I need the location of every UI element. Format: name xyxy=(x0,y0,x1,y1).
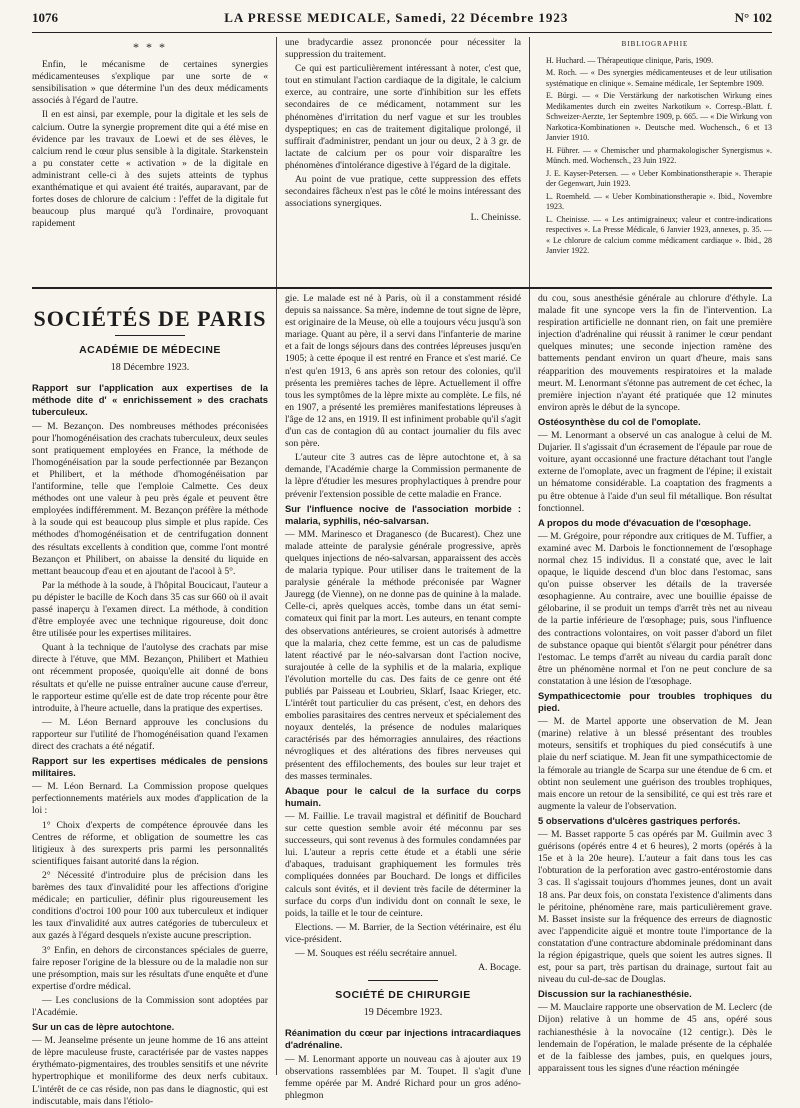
paragraph: — Les conclusions de la Commission sont adoptées par l'Académie. xyxy=(32,994,268,1018)
list-item: 3° Enfin, en dehors de circonstances spéciales de guerre, faire reposer l'origine de la blessure ou de la maladie non sur une présomption, mais sur les résultats d'une enquête et d'une expertise d'ordre médical. xyxy=(32,944,268,992)
bottom-section xyxy=(32,289,773,1107)
list-item: 1° Choix d'experts de compétence éprouvée dans les Centres de réforme, et obligation de soumettre les cas litigieux à des surexperts pris parmi les personnalités scientifiques faisant autorité dans la région. xyxy=(32,819,268,867)
divider xyxy=(115,335,185,336)
paragraph: — M. Lenormant apporte un nouveau cas à ajouter aux 19 observations rassemblées par M. Toupet. Il s'agit d'une femme opérée par M. André Richard pour un gros adéno-phlegmon xyxy=(285,1053,521,1101)
author-signature: A. Bocage. xyxy=(478,962,521,974)
list-item: 2° Nécessité d'introduire plus de précision dans les barèmes des taux d'invalidité pour les affections d'origine médicale; en particulier, définir plus rigoureusement les conditions d'octroi 100 pour 100 aux tuberculeux et indiquer les taux d'invalidité aux autres catégories de tuberculeux et aux gazés à l'égard desquels n'existe aucune prescription. xyxy=(32,869,268,942)
paragraph: Quant à la technique de l'autolyse des crachats par mise directe à l'étuve, que MM. Bezançon, Philibert et Mathieu ont récemment proposée, quoiqu'elle ait donné de bons résultats et qu'elle ne puisse entraîner aucune cause d'erreur, le rapporteur estime qu'elle est de date trop récente pour être introduite, à l'heure actuelle, dans la pratique des expertises. xyxy=(32,642,268,714)
paragraph: — MM. Marinesco et Draganesco (de Bucarest). Chez une malade atteinte de paralysie générale progressive, après quelques injections de néo-salvarsan, apparaissent des accès de malaria typique. Pour utiliser dans le traitement de la paralysie générale la méthode préconisée par Wagner Jauregg (de Vienne), on ne donne pas de quinine à la malade. Celle-ci, après quelques accès, tombe dans un état semi-comateux qui finit par la mort. Les auteurs, en tenant compte des observations antérieures, se croient autorisés à admettre que la malaria, chez cette femme, est un cas de paludisme latent réactivé par le néo-salvarsan dont l'action nocive, surajoutée à celle de la syphilis et de la malaria, explique l'évolution mortelle du cas. Des faits de ce genre ont été publiés par Paisseau et Loubrieu, Sklarf, Isaac Krieger, etc. L'intérêt tout particulier du cas présent, c'est, en dehors des embolies parasitaires des centres nerveux et spécialement des noyaux dentelés, la présence de nodules malariques caractérisés par des hémorragies annulaires, des réactions névrogliques et des altérations des fibres nerveuses qui présentent des effilochements, des boules sur leur trajet et des masses terminales. xyxy=(285,528,521,782)
paragraph: — M. Grégoire, pour répondre aux critiques de M. Tuffier, a examiné avec M. Darbois le fonctionnement de l'œsophage normal chez 15 individus. Il a constaté que, avec le lait opaque, le liquide descend d'un bloc dans l'estomac, sans qu'on puisse observer les détails de la traversée œsophagienne. Au contraire, avec une bouillie épaisse de gélobarine, il se produit un temps d'arrêt très net au niveau de la partie inférieure de l'œsophage; puis, sous l'influence des contractions volontaires, on voit passer d'abord un filet de substance opaque qui bientôt s'élargit pour pénétrer dans l'estomac. Le temps d'arrêt au niveau du cardia paraît donc être un phénomène normal et l'on ne peut conclure de sa constatation à une lésion de l'œsophage. xyxy=(538,530,773,687)
paragraph: — M. de Martel apporte une observation de M. Jean (marine) relative à un blessé présentant des troubles moteurs, sensitifs et trophiques du pied consécutifs à une plaie du nerf sciatique. M. Jean fit une sympathicectomie de la fémorale au triangle de Scarpa sur une étendue de 6 cm. et obtint non seulement une guérison des troubles trophiques, mais encore un retour de la sensibilité, ce qui est très rare et augmente la valeur de l'observation. xyxy=(538,716,773,812)
author-signature: L. Cheinisse. xyxy=(470,212,521,224)
newspaper-page xyxy=(32,10,773,1107)
paragraph: Au point de vue pratique, cette suppression des effets secondaires fâcheux n'est pas le côté le moins intéressant des associations synergiques. xyxy=(285,174,521,210)
top-column-2 xyxy=(277,37,530,287)
report-heading: Ostéosynthèse du col de l'omoplate. xyxy=(538,415,701,427)
report-heading: Réanimation du cœur par injections intracardiaques d'adrénaline. xyxy=(285,1027,521,1051)
paragraph: du cou, sous anesthésie générale au chlorure d'éthyle. La malade fit une syncope vers la fin de l'intervention. La respiration artificielle ne donnant rien, on fait une première injection d'adrénaline qui réussit à ranimer le cœur pendant quelques minutes; une seconde injection ramène des battements pendant environ un quart d'heure, mais sans réapparition des mouvements respiratoires et la malade meurt. M. Lenormant s'étonne pas autrement de cet échec, la première injection n'ayant été pratiquée que 12 minutes environ après le début de la syncope. xyxy=(538,293,773,413)
report-heading: Sympathicectomie pour troubles trophiques du pied. xyxy=(538,690,773,714)
asterism: * * * xyxy=(133,40,167,54)
paragraph: — M. Souques est réélu secrétaire annuel. xyxy=(295,947,457,959)
paragraph: — M. Jeanselme présente un jeune homme de 16 ans atteint de lèpre maculeuse fruste, caractérisée par de vastes nappes érythémato-pigmentaires, des troubles sensitifs et une névrite hypertrophique et moniliforme des deux nerfs cubitaux. L'intérêt de ce cas réside, non pas dans le diagnostic, qui est indiscutable, mais dans l'étiolo- xyxy=(32,1035,268,1107)
reference: E. Bürgi. — « Die Verstärkung der narkotischen Wirkung eines Medikamentes durch ein zweites Narkotikum ». Corresp.-Blatt. f. Schweizer-Aerzte, 1er Septembre 1909, p. 665. — « Die Wirkung von Narkotica-Kombinationen ». Deutsche med. Wochensch., 6 et 13 Janvier 1910. xyxy=(546,91,773,142)
paragraph: — M. Faillie. Le travail magistral et définitif de Bouchard sur cette question semble avoir été méconnu par ses successeurs, qui sont revenus à des formules condamnées par lui. L'auteur a repris cette étude et a établi une série d'abaques, traduisant graphiquement les formules très compliquées données par Bouchard. De longs et difficiles calculs sont évités, et il devient très facile de déterminer la surface du corps d'un individu dont on connaît le sexe, le poids, la taille et le tour de ceinture. xyxy=(285,810,521,919)
paragraph: — M. Lenormant a observé un cas analogue à celui de M. Dujarier. Il s'agissait d'un écrasement de l'épaule par roue de voiture, ayant occasionné une fracture détachant tout l'angle externe de l'omoplate, avec un fragment de l'épine; il existait un hématome considérable. La coaptation des fragments a pu être obtenue à l'aide d'un seul fil métallique. Bon résultat fonctionnel. xyxy=(538,430,773,514)
bibliography xyxy=(530,37,772,287)
paragraph: une bradycardie assez prononcée pour nécessiter la suppression du traitement. xyxy=(285,37,521,61)
issue-number: N° 102 xyxy=(734,10,772,25)
bottom-column-2 xyxy=(277,289,530,1101)
paragraph: Il en est ainsi, par exemple, pour la digitale et les sels de calcium. Outre la synergie proprement dite qui a été mise en évidence par les travaux de Loewi et de ses élèves, le calcium rend le cœur plus sensible à la digitale. Starkenstein a pu constater cette « activation » de la digitale en administrant celle-ci à des sujets atteints de typhus exanthématique et qui avaient été traités, auparavant, par de fortes doses de chlorure de calcium : l'effet de la digitale fut beaucoup plus marqué qu'à l'ordinaire, provoquant rapidement xyxy=(32,109,268,230)
page-number: 1076 xyxy=(32,10,58,25)
report-heading: Rapport sur l'application aux expertises de la méthode dite d' « enrichissement » des crachats tuberculeux. xyxy=(32,382,268,418)
paragraph: Enfin, le mécanisme de certaines synergies médicamenteuses s'explique par une sorte de « sensibilisation » que détermine l'un des deux médicaments associés à l'égard de l'autre. xyxy=(32,59,268,107)
paragraph: gie. Le malade est né à Paris, où il a constamment résidé depuis sa naissance. Sa mère, indemne de tout signe de lèpre, est originaire de la Meuse, où elle a toujours vécu jusqu'à son mariage. Quant au père, il a servi dans l'infanterie de marine et a fait de longs séjours dans des contrées lépreuses jusqu'en 1905; à cette époque il est rentré en France et s'est marié. Ce n'est qu'en 1913, 6 ans après son retour des colonies, qu'il présenta les premières taches de lèpre. Actuellement il offre tous les symptômes de la lèpre mixte au complète. Le fils, né en 1907, a présenté les premières manifestations lépreuses à l'âge de 12 ans, en 1919. Il est infiniment probable qu'il s'agit d'un cas de contagion dû au contact journalier du fils avec son père. xyxy=(285,293,521,450)
society-heading: SOCIÉTÉ DE CHIRURGIE xyxy=(335,989,471,1002)
meeting-date: 18 Décembre 1923. xyxy=(110,362,190,374)
top-section xyxy=(32,37,772,289)
paragraph: Ce qui est particulièrement intéressant à noter, c'est que, tout en stimulant l'action cardiaque de la digitale, le calcium exerce, au contraire, une sorte d'inhibition sur les effets secondaires de ce médicament, notamment sur les phénomènes d'irritation du nerf vague et sur les troubles dyspeptiques; en cas de traitement digitalique prolongé, il suffirait d'administrer, pendant un jour ou deux, 2 à 3 gr. de lactate de calcium per os pour voir disparaître les phénomènes d'intolérance digestive à l'égard de la digitale. xyxy=(285,63,521,171)
report-heading: Sur un cas de lèpre autochtone. xyxy=(32,1021,175,1033)
report-heading: A propos du mode d'évacuation de l'œsophage. xyxy=(538,516,751,528)
reference: L. Cheinisse. — « Les antimigraineux; valeur et contre-indications respectives ». La Presse Médicale, 6 Janvier 1923, annexes, p. 35. — « Le chlorure de calcium comme médicament cardiaque ». Ibid., 28 Janvier 1922. xyxy=(546,214,773,255)
paragraph: — M. Mauclaire rapporte une observation de M. Leclerc (de Dijon) relative à un homme de 45 ans, opéré sous rachianesthésie à la novocaïne (12 centigr.). Dès le lendemain de l'opération, le malade présente de la céphalée et de la faiblesse des jambes, puis, en quelques jours, apparaissent tous les signes d'une réaction méningée xyxy=(538,1002,773,1074)
report-heading: Discussion sur la rachianesthésie. xyxy=(538,988,692,1000)
paragraph: Par la méthode à la soude, à l'hôpital Boucicaut, l'auteur a pu dépister le bacille de Koch dans 35 cas sur 660 où il avait passé inaperçu à l'examen direct. La méthode, à condition d'être employée avec une technique rigoureuse, doit donc être utilisée pour les expertises militaires. xyxy=(32,579,268,640)
divider xyxy=(368,980,438,981)
paragraph: — M. Léon Bernard approuve les conclusions du rapporteur sur l'utilité de l'homogénéisation quand l'examen direct des crachats a été négatif. xyxy=(32,716,268,752)
reference: L. Roemheld. — « Ueber Kombinationstherapie ». Ibid., Novembre 1923. xyxy=(546,191,773,211)
section-banner: SOCIÉTÉS DE PARIS xyxy=(33,306,267,331)
reference: J. E. Kayser-Petersen. — « Ueber Kombinationstherapie ». Therapie der Gegenwart, Juin 1923. xyxy=(546,168,773,188)
paragraph: — M. Bezançon. Des nombreuses méthodes préconisées pour l'homogénéisation des crachats tuberculeux, deux seules sont pratiquement employées en France, la méthode de l'homogénéisation par la soude perfectionnée par Bezançon et Philibert, et la méthode d'homogénéisation par l'antiformine, telle que l'emploie Calmette. Ces deux méthodes ont une valeur à peu près égale et peuvent être employées indifféremment. M. Bezançon préfère la méthode à la soude qui est beaucoup plus simple et plus rapide. Ces méthodes d'homogénéisation et de centrifugation donnent des résultats excellents à condition que, comme l'ont montré Bezançon et Philibert, on abaisse la densité du liquide en mettant beaucoup d'eau et en ajoutant de l'acool à 5°. xyxy=(32,420,268,577)
bottom-column-3 xyxy=(530,289,772,1075)
paragraph: Elections. — M. Barrier, de la Section vétérinaire, est élu vice-président. xyxy=(285,921,521,945)
report-heading: Rapport sur les expertises médicales de pensions militaires. xyxy=(32,755,268,779)
paragraph: — M. Basset rapporte 5 cas opérés par M. Guilmin avec 3 guérisons (opérés entre 4 et 6 heures), 2 morts (opérés à la 15e et à la 20e heure). L'auteur a fait dans tous les cas l'obturation de la perforation avec gastro-entérostomie dans 3 cas. Il s'agissait toujours d'hommes jeunes, dont un avait 18 ans. Par deux fois, on constata l'existence d'aliments dans le péritoine, phénomène rare, mais particulièrement grave. M. Basset insiste sur la fréquence des erreurs de diagnostic avec l'appendicite aiguë et montre toute l'importance de la constatation d'une contracture abdominale prédominant dans la région épigastrique, quels que soient les autres signes. Il est, pour sa part, très partisan du drainage, surtout fait au niveau du cul-de-sac de Douglas. xyxy=(538,829,773,986)
reference: H. Huchard. — Thérapeutique clinique, Paris, 1909. xyxy=(546,55,714,65)
report-heading: Abaque pour le calcul de la surface du corps humain. xyxy=(285,784,521,808)
bottom-column-1 xyxy=(32,289,277,1107)
top-column-1 xyxy=(32,37,277,287)
report-heading: 5 observations d'ulcères gastriques perforés. xyxy=(538,814,741,826)
journal-title: LA PRESSE MEDICALE, Samedi, 22 Décembre 1923 xyxy=(224,10,569,25)
page-header xyxy=(32,10,772,33)
paragraph: — M. Léon Bernard. La Commission propose quelques perfectionnements matériels aux modes d'application de la loi : xyxy=(32,781,268,817)
paragraph: L'auteur cite 3 autres cas de lèpre autochtone et, à sa demande, l'Académie charge la Commission permanente de la lèpre d'étudier les mesures prophylactiques à prendre pour prévenir l'extension possible de cette maladie en France. xyxy=(285,452,521,500)
reference: H. Führer. — « Chemischer und pharmakologischer Synergismus ». Münch. med. Wochensch., 23 Juin 1922. xyxy=(546,145,773,165)
society-heading: ACADÉMIE DE MÉDECINE xyxy=(79,344,221,357)
report-heading: Sur l'influence nocive de l'association morbide : malaria, syphilis, néo-salvarsan. xyxy=(285,502,521,526)
reference: M. Roch. — « Des synergies médicamenteuses et de leur utilisation systématique en clinique ». Semaine médicale, 1er Septembre 1909. xyxy=(546,68,773,88)
meeting-date: 19 Décembre 1923. xyxy=(363,1007,443,1019)
bibliography-heading: BIBLIOGRAPHIE xyxy=(621,40,689,48)
